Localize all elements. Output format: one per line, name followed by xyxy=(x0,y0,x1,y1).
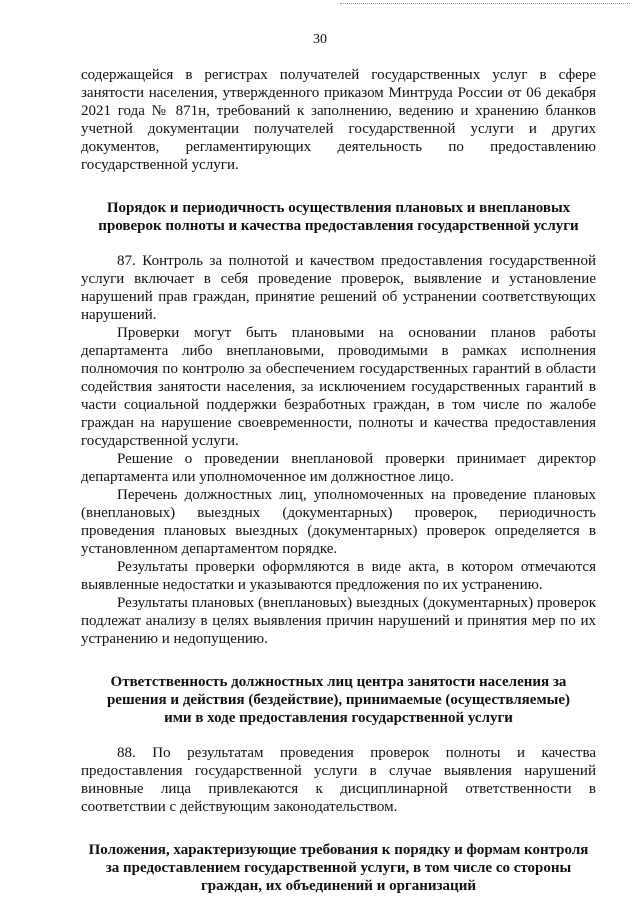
spacer xyxy=(81,174,596,199)
paragraph-87: 87. Контроль за полнотой и качеством предоставления государственной услуги включает в себя проведение проверок, выявление и установление нарушений прав граждан, принятие решений об устранении соответствующих нарушений. xyxy=(81,253,596,323)
scan-edge-mark xyxy=(340,3,630,4)
paragraph-inspection-types: Проверки могут быть плановыми на основании планов работы департамента либо внеплановыми, проводимыми в рамках исполнения полномочия по контролю за обеспечением государственных гарантий в области содействия занятости населения, за исключением государственных гарантий в части социальной поддержки безработных граждан, в том числе по жалобе граждан на нарушение своевременности, полноты и качества предоставления государственной услуги. xyxy=(81,325,596,449)
heading-line: граждан, их объединений и организаций xyxy=(201,878,476,894)
spacer xyxy=(81,648,596,673)
heading-line: ими в ходе предоставления государственной услуги xyxy=(164,710,513,726)
paragraph-continuation: содержащейся в регистрах получателей государственных услуг в сфере занятости населения, утвержденного приказом Минтруда России от 06 декабря 2021 года № 871н, требований к заполнению, ведению и хранению бланков учетной документации получателей государственной услуги и других документов, регламентирующих деятельность по предоставлению государственной услуги. xyxy=(81,67,596,173)
paragraph-officials-list: Перечень должностных лиц, уполномоченных на проведение плановых (внеплановых) выездных (документарных) проверок, периодичность проведения плановых выездных (документарных) проверок определяется в установленном департаментом порядке. xyxy=(81,487,596,557)
heading-line: решения и действия (бездействие), принимаемые (осуществляемые) xyxy=(106,692,571,708)
section-heading-responsibility xyxy=(81,673,596,727)
paragraph-88: 88. По результатам проведения проверок полноты и качества предоставления государственной услуги в случае выявления нарушений виновные лица привлекаются к дисциплинарной ответственности в соответствии с действующим законодательством. xyxy=(81,745,596,815)
paragraph-results-analysis: Результаты плановых (внеплановых) выездных (документарных) проверок подлежат анализу в целях выявления причин нарушений и принятия мер по их устранению и недопущению. xyxy=(81,595,596,647)
spacer xyxy=(81,727,596,744)
section-heading-control-requirements xyxy=(81,841,596,895)
spacer xyxy=(81,235,596,252)
page-body xyxy=(81,66,596,895)
heading-line: Порядок и периодичность осуществления плановых и внеплановых xyxy=(106,200,571,216)
heading-line: проверок полноты и качества предоставления государственной услуги xyxy=(98,218,579,234)
page-number: 30 xyxy=(313,32,327,47)
section-heading-inspections xyxy=(81,199,596,235)
heading-line: за предоставлением государственной услуги, в том числе со стороны xyxy=(105,860,572,876)
spacer xyxy=(81,816,596,841)
heading-line: Ответственность должностных лиц центра занятости населения за xyxy=(110,674,567,690)
heading-line: Положения, характеризующие требования к порядку и формам контроля xyxy=(88,842,589,858)
paragraph-inspection-act: Результаты проверки оформляются в виде акта, в котором отмечаются выявленные недостатки и указываются предложения по их устранению. xyxy=(81,559,596,593)
paragraph-unscheduled-decision: Решение о проведении внеплановой проверки принимает директор департамента или уполномоченное им должностное лицо. xyxy=(81,451,596,485)
